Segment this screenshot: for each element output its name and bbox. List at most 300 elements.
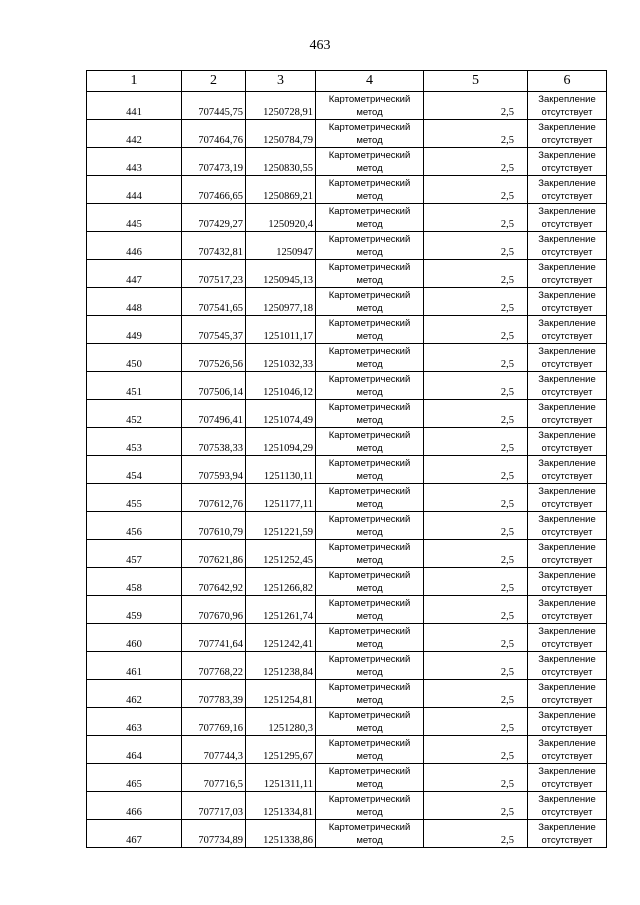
accuracy-cell: 2,5	[424, 596, 528, 624]
accuracy-cell: 2,5	[424, 120, 528, 148]
method-line-2: метод	[356, 191, 383, 202]
point-number-cell: 458	[87, 568, 182, 596]
column-header-4: 4	[316, 71, 424, 92]
column-header-5: 5	[424, 71, 528, 92]
method-line-1: Картометрический	[328, 766, 411, 777]
column-header-1: 1	[87, 71, 182, 92]
method-line-2: метод	[356, 331, 383, 342]
y-coordinate-cell: 1250977,18	[246, 288, 316, 316]
fixing-line-2: отсутствует	[541, 415, 593, 426]
method-line-2: метод	[356, 499, 383, 510]
method-line-2: метод	[356, 415, 383, 426]
x-coordinate-cell: 707783,39	[182, 680, 246, 708]
accuracy-cell: 2,5	[424, 176, 528, 204]
point-number-cell: 463	[87, 708, 182, 736]
table-row	[87, 568, 607, 596]
x-coordinate-cell: 707464,76	[182, 120, 246, 148]
accuracy-cell: 2,5	[424, 316, 528, 344]
fixing-line-2: отсутствует	[541, 219, 593, 230]
fixing-line-1: Закрепление	[538, 346, 596, 357]
point-number-cell: 446	[87, 232, 182, 260]
method-line-1: Картометрический	[328, 598, 411, 609]
fixing-cell	[528, 316, 607, 344]
y-coordinate-cell: 1251254,81	[246, 680, 316, 708]
y-coordinate-cell: 1251295,67	[246, 736, 316, 764]
fixing-cell	[528, 92, 607, 120]
accuracy-cell: 2,5	[424, 820, 528, 848]
method-line-1: Картометрический	[328, 514, 411, 525]
fixing-cell	[528, 596, 607, 624]
y-coordinate-cell: 1251266,82	[246, 568, 316, 596]
table-row	[87, 708, 607, 736]
fixing-cell	[528, 792, 607, 820]
method-cell	[316, 820, 424, 848]
fixing-line-1: Закрепление	[538, 710, 596, 721]
fixing-line-1: Закрепление	[538, 150, 596, 161]
table-body	[87, 92, 607, 848]
fixing-cell	[528, 512, 607, 540]
point-number-cell: 464	[87, 736, 182, 764]
table-row	[87, 512, 607, 540]
x-coordinate-cell: 707734,89	[182, 820, 246, 848]
fixing-line-1: Закрепление	[538, 458, 596, 469]
accuracy-cell: 2,5	[424, 204, 528, 232]
y-coordinate-cell: 1250869,21	[246, 176, 316, 204]
table-row	[87, 764, 607, 792]
method-line-1: Картометрический	[328, 374, 411, 385]
fixing-line-2: отсутствует	[541, 191, 593, 202]
fixing-line-2: отсутствует	[541, 135, 593, 146]
accuracy-cell: 2,5	[424, 260, 528, 288]
point-number-cell: 465	[87, 764, 182, 792]
accuracy-cell: 2,5	[424, 232, 528, 260]
method-line-2: метод	[356, 807, 383, 818]
accuracy-cell: 2,5	[424, 708, 528, 736]
fixing-line-1: Закрепление	[538, 570, 596, 581]
method-line-2: метод	[356, 583, 383, 594]
x-coordinate-cell: 707526,56	[182, 344, 246, 372]
table-row	[87, 204, 607, 232]
table-row	[87, 820, 607, 848]
method-cell	[316, 204, 424, 232]
method-line-1: Картометрический	[328, 626, 411, 637]
fixing-line-2: отсутствует	[541, 835, 593, 846]
fixing-cell	[528, 484, 607, 512]
method-line-1: Картометрический	[328, 402, 411, 413]
point-number-cell: 457	[87, 540, 182, 568]
fixing-line-1: Закрепление	[538, 682, 596, 693]
point-number-cell: 443	[87, 148, 182, 176]
method-cell	[316, 764, 424, 792]
table-row	[87, 484, 607, 512]
table-row	[87, 680, 607, 708]
point-number-cell: 455	[87, 484, 182, 512]
x-coordinate-cell: 707429,27	[182, 204, 246, 232]
point-number-cell: 441	[87, 92, 182, 120]
method-line-1: Картометрический	[328, 458, 411, 469]
y-coordinate-cell: 1250945,13	[246, 260, 316, 288]
table-row	[87, 456, 607, 484]
method-line-1: Картометрический	[328, 794, 411, 805]
y-coordinate-cell: 1251032,33	[246, 344, 316, 372]
method-cell	[316, 680, 424, 708]
method-line-1: Картометрический	[328, 738, 411, 749]
method-line-1: Картометрический	[328, 178, 411, 189]
point-number-cell: 460	[87, 624, 182, 652]
x-coordinate-cell: 707517,23	[182, 260, 246, 288]
method-cell	[316, 316, 424, 344]
method-line-1: Картометрический	[328, 682, 411, 693]
method-cell	[316, 708, 424, 736]
x-coordinate-cell: 707538,33	[182, 428, 246, 456]
y-coordinate-cell: 1251130,11	[246, 456, 316, 484]
method-cell	[316, 596, 424, 624]
method-cell	[316, 792, 424, 820]
method-line-2: метод	[356, 443, 383, 454]
page-number: 463	[309, 38, 331, 53]
fixing-line-1: Закрепление	[538, 262, 596, 273]
method-line-2: метод	[356, 835, 383, 846]
method-line-2: метод	[356, 135, 383, 146]
method-line-1: Картометрический	[328, 654, 411, 665]
fixing-line-2: отсутствует	[541, 163, 593, 174]
y-coordinate-cell: 1251221,59	[246, 512, 316, 540]
method-line-1: Картометрический	[328, 234, 411, 245]
point-number-cell: 454	[87, 456, 182, 484]
point-number-cell: 461	[87, 652, 182, 680]
point-number-cell: 445	[87, 204, 182, 232]
accuracy-cell: 2,5	[424, 148, 528, 176]
method-cell	[316, 176, 424, 204]
fixing-cell	[528, 400, 607, 428]
table-row	[87, 400, 607, 428]
method-cell	[316, 484, 424, 512]
x-coordinate-cell: 707506,14	[182, 372, 246, 400]
accuracy-cell: 2,5	[424, 92, 528, 120]
x-coordinate-cell: 707496,41	[182, 400, 246, 428]
method-cell	[316, 568, 424, 596]
fixing-line-1: Закрепление	[538, 318, 596, 329]
fixing-line-2: отсутствует	[541, 247, 593, 258]
method-line-1: Картометрический	[328, 486, 411, 497]
fixing-cell	[528, 232, 607, 260]
method-line-2: метод	[356, 667, 383, 678]
method-cell	[316, 120, 424, 148]
y-coordinate-cell: 1251252,45	[246, 540, 316, 568]
y-coordinate-cell: 1251338,86	[246, 820, 316, 848]
fixing-line-2: отсутствует	[541, 387, 593, 398]
fixing-line-1: Закрепление	[538, 626, 596, 637]
accuracy-cell: 2,5	[424, 624, 528, 652]
method-line-1: Картометрический	[328, 346, 411, 357]
fixing-cell	[528, 176, 607, 204]
x-coordinate-cell: 707541,65	[182, 288, 246, 316]
y-coordinate-cell: 1250947	[246, 232, 316, 260]
y-coordinate-cell: 1251242,41	[246, 624, 316, 652]
fixing-cell	[528, 708, 607, 736]
fixing-cell	[528, 372, 607, 400]
x-coordinate-cell: 707744,3	[182, 736, 246, 764]
column-header-3: 3	[246, 71, 316, 92]
method-line-2: метод	[356, 247, 383, 258]
accuracy-cell: 2,5	[424, 484, 528, 512]
method-cell	[316, 512, 424, 540]
fixing-line-2: отсутствует	[541, 527, 593, 538]
accuracy-cell: 2,5	[424, 764, 528, 792]
fixing-line-2: отсутствует	[541, 471, 593, 482]
x-coordinate-cell: 707621,86	[182, 540, 246, 568]
method-line-1: Картометрический	[328, 94, 411, 105]
method-cell	[316, 232, 424, 260]
method-cell	[316, 92, 424, 120]
method-line-1: Картометрический	[328, 318, 411, 329]
coordinates-table	[86, 70, 607, 848]
fixing-cell	[528, 764, 607, 792]
point-number-cell: 462	[87, 680, 182, 708]
y-coordinate-cell: 1251011,17	[246, 316, 316, 344]
table-row	[87, 148, 607, 176]
fixing-line-2: отсутствует	[541, 303, 593, 314]
fixing-cell	[528, 344, 607, 372]
fixing-line-2: отсутствует	[541, 331, 593, 342]
x-coordinate-cell: 707741,64	[182, 624, 246, 652]
fixing-line-1: Закрепление	[538, 794, 596, 805]
accuracy-cell: 2,5	[424, 456, 528, 484]
fixing-line-1: Закрепление	[538, 234, 596, 245]
table-row	[87, 652, 607, 680]
fixing-line-1: Закрепление	[538, 822, 596, 833]
fixing-line-2: отсутствует	[541, 751, 593, 762]
accuracy-cell: 2,5	[424, 288, 528, 316]
column-header-6: 6	[528, 71, 607, 92]
point-number-cell: 448	[87, 288, 182, 316]
header-row	[87, 71, 607, 92]
fixing-cell	[528, 204, 607, 232]
table-row	[87, 92, 607, 120]
method-line-1: Картометрический	[328, 570, 411, 581]
accuracy-cell: 2,5	[424, 736, 528, 764]
method-line-1: Картометрический	[328, 710, 411, 721]
fixing-line-1: Закрепление	[538, 514, 596, 525]
table-row	[87, 736, 607, 764]
method-line-1: Картометрический	[328, 822, 411, 833]
method-cell	[316, 456, 424, 484]
table-row	[87, 288, 607, 316]
fixing-line-2: отсутствует	[541, 275, 593, 286]
method-cell	[316, 260, 424, 288]
fixing-line-2: отсутствует	[541, 443, 593, 454]
fixing-line-2: отсутствует	[541, 107, 593, 118]
fixing-line-1: Закрепление	[538, 654, 596, 665]
method-cell	[316, 288, 424, 316]
table-row	[87, 232, 607, 260]
method-cell	[316, 400, 424, 428]
method-line-2: метод	[356, 387, 383, 398]
fixing-cell	[528, 540, 607, 568]
point-number-cell: 467	[87, 820, 182, 848]
x-coordinate-cell: 707612,76	[182, 484, 246, 512]
method-line-2: метод	[356, 471, 383, 482]
y-coordinate-cell: 1251094,29	[246, 428, 316, 456]
fixing-cell	[528, 148, 607, 176]
accuracy-cell: 2,5	[424, 400, 528, 428]
y-coordinate-cell: 1251074,49	[246, 400, 316, 428]
point-number-cell: 456	[87, 512, 182, 540]
table-row	[87, 540, 607, 568]
fixing-cell	[528, 456, 607, 484]
x-coordinate-cell: 707432,81	[182, 232, 246, 260]
fixing-line-2: отсутствует	[541, 583, 593, 594]
method-line-2: метод	[356, 695, 383, 706]
fixing-cell	[528, 428, 607, 456]
method-cell	[316, 540, 424, 568]
method-line-1: Картометрический	[328, 290, 411, 301]
method-line-2: метод	[356, 163, 383, 174]
method-line-2: метод	[356, 751, 383, 762]
fixing-line-1: Закрепление	[538, 178, 596, 189]
method-line-1: Картометрический	[328, 262, 411, 273]
y-coordinate-cell: 1250920,4	[246, 204, 316, 232]
fixing-cell	[528, 680, 607, 708]
fixing-line-1: Закрепление	[538, 402, 596, 413]
fixing-line-1: Закрепление	[538, 122, 596, 133]
method-line-2: метод	[356, 639, 383, 650]
accuracy-cell: 2,5	[424, 652, 528, 680]
method-line-1: Картометрический	[328, 542, 411, 553]
y-coordinate-cell: 1251177,11	[246, 484, 316, 512]
x-coordinate-cell: 707642,92	[182, 568, 246, 596]
table-row	[87, 260, 607, 288]
table-row	[87, 792, 607, 820]
fixing-line-2: отсутствует	[541, 611, 593, 622]
method-cell	[316, 372, 424, 400]
fixing-cell	[528, 736, 607, 764]
table-row	[87, 596, 607, 624]
x-coordinate-cell: 707445,75	[182, 92, 246, 120]
table-row	[87, 120, 607, 148]
fixing-line-1: Закрепление	[538, 290, 596, 301]
method-line-2: метод	[356, 611, 383, 622]
fixing-line-1: Закрепление	[538, 738, 596, 749]
point-number-cell: 452	[87, 400, 182, 428]
point-number-cell: 447	[87, 260, 182, 288]
y-coordinate-cell: 1251261,74	[246, 596, 316, 624]
column-header-2: 2	[182, 71, 246, 92]
x-coordinate-cell: 707670,96	[182, 596, 246, 624]
fixing-line-2: отсутствует	[541, 667, 593, 678]
method-cell	[316, 736, 424, 764]
fixing-line-1: Закрепление	[538, 542, 596, 553]
fixing-line-2: отсутствует	[541, 499, 593, 510]
method-line-2: метод	[356, 303, 383, 314]
point-number-cell: 451	[87, 372, 182, 400]
fixing-line-1: Закрепление	[538, 374, 596, 385]
table-header	[87, 71, 607, 92]
table-row	[87, 372, 607, 400]
accuracy-cell: 2,5	[424, 428, 528, 456]
table-row	[87, 624, 607, 652]
accuracy-cell: 2,5	[424, 680, 528, 708]
table-row	[87, 316, 607, 344]
method-line-1: Картометрический	[328, 122, 411, 133]
y-coordinate-cell: 1251280,3	[246, 708, 316, 736]
point-number-cell: 453	[87, 428, 182, 456]
accuracy-cell: 2,5	[424, 512, 528, 540]
point-number-cell: 442	[87, 120, 182, 148]
method-cell	[316, 148, 424, 176]
method-line-2: метод	[356, 219, 383, 230]
y-coordinate-cell: 1251238,84	[246, 652, 316, 680]
accuracy-cell: 2,5	[424, 792, 528, 820]
accuracy-cell: 2,5	[424, 540, 528, 568]
method-line-2: метод	[356, 723, 383, 734]
fixing-line-2: отсутствует	[541, 723, 593, 734]
x-coordinate-cell: 707768,22	[182, 652, 246, 680]
table-row	[87, 344, 607, 372]
x-coordinate-cell: 707716,5	[182, 764, 246, 792]
x-coordinate-cell: 707466,65	[182, 176, 246, 204]
point-number-cell: 449	[87, 316, 182, 344]
fixing-line-2: отсутствует	[541, 695, 593, 706]
method-cell	[316, 344, 424, 372]
point-number-cell: 459	[87, 596, 182, 624]
y-coordinate-cell: 1250728,91	[246, 92, 316, 120]
x-coordinate-cell: 707610,79	[182, 512, 246, 540]
fixing-cell	[528, 820, 607, 848]
fixing-line-1: Закрепление	[538, 598, 596, 609]
fixing-line-2: отсутствует	[541, 807, 593, 818]
method-line-2: метод	[356, 359, 383, 370]
accuracy-cell: 2,5	[424, 344, 528, 372]
fixing-cell	[528, 624, 607, 652]
y-coordinate-cell: 1250830,55	[246, 148, 316, 176]
fixing-line-1: Закрепление	[538, 766, 596, 777]
method-line-1: Картометрический	[328, 150, 411, 161]
table-row	[87, 176, 607, 204]
accuracy-cell: 2,5	[424, 372, 528, 400]
y-coordinate-cell: 1251334,81	[246, 792, 316, 820]
method-cell	[316, 652, 424, 680]
method-cell	[316, 428, 424, 456]
x-coordinate-cell: 707593,94	[182, 456, 246, 484]
fixing-cell	[528, 260, 607, 288]
method-line-2: метод	[356, 275, 383, 286]
point-number-cell: 444	[87, 176, 182, 204]
fixing-line-2: отсутствует	[541, 639, 593, 650]
y-coordinate-cell: 1251311,11	[246, 764, 316, 792]
fixing-line-2: отсутствует	[541, 555, 593, 566]
x-coordinate-cell: 707545,37	[182, 316, 246, 344]
fixing-cell	[528, 288, 607, 316]
x-coordinate-cell: 707473,19	[182, 148, 246, 176]
method-line-2: метод	[356, 527, 383, 538]
method-line-1: Картометрический	[328, 430, 411, 441]
fixing-line-1: Закрепление	[538, 430, 596, 441]
fixing-cell	[528, 652, 607, 680]
x-coordinate-cell: 707717,03	[182, 792, 246, 820]
fixing-cell	[528, 568, 607, 596]
y-coordinate-cell: 1251046,12	[246, 372, 316, 400]
accuracy-cell: 2,5	[424, 568, 528, 596]
table-row	[87, 428, 607, 456]
point-number-cell: 450	[87, 344, 182, 372]
fixing-line-2: отсутствует	[541, 779, 593, 790]
fixing-cell	[528, 120, 607, 148]
x-coordinate-cell: 707769,16	[182, 708, 246, 736]
fixing-line-1: Закрепление	[538, 94, 596, 105]
fixing-line-2: отсутствует	[541, 359, 593, 370]
method-line-2: метод	[356, 107, 383, 118]
